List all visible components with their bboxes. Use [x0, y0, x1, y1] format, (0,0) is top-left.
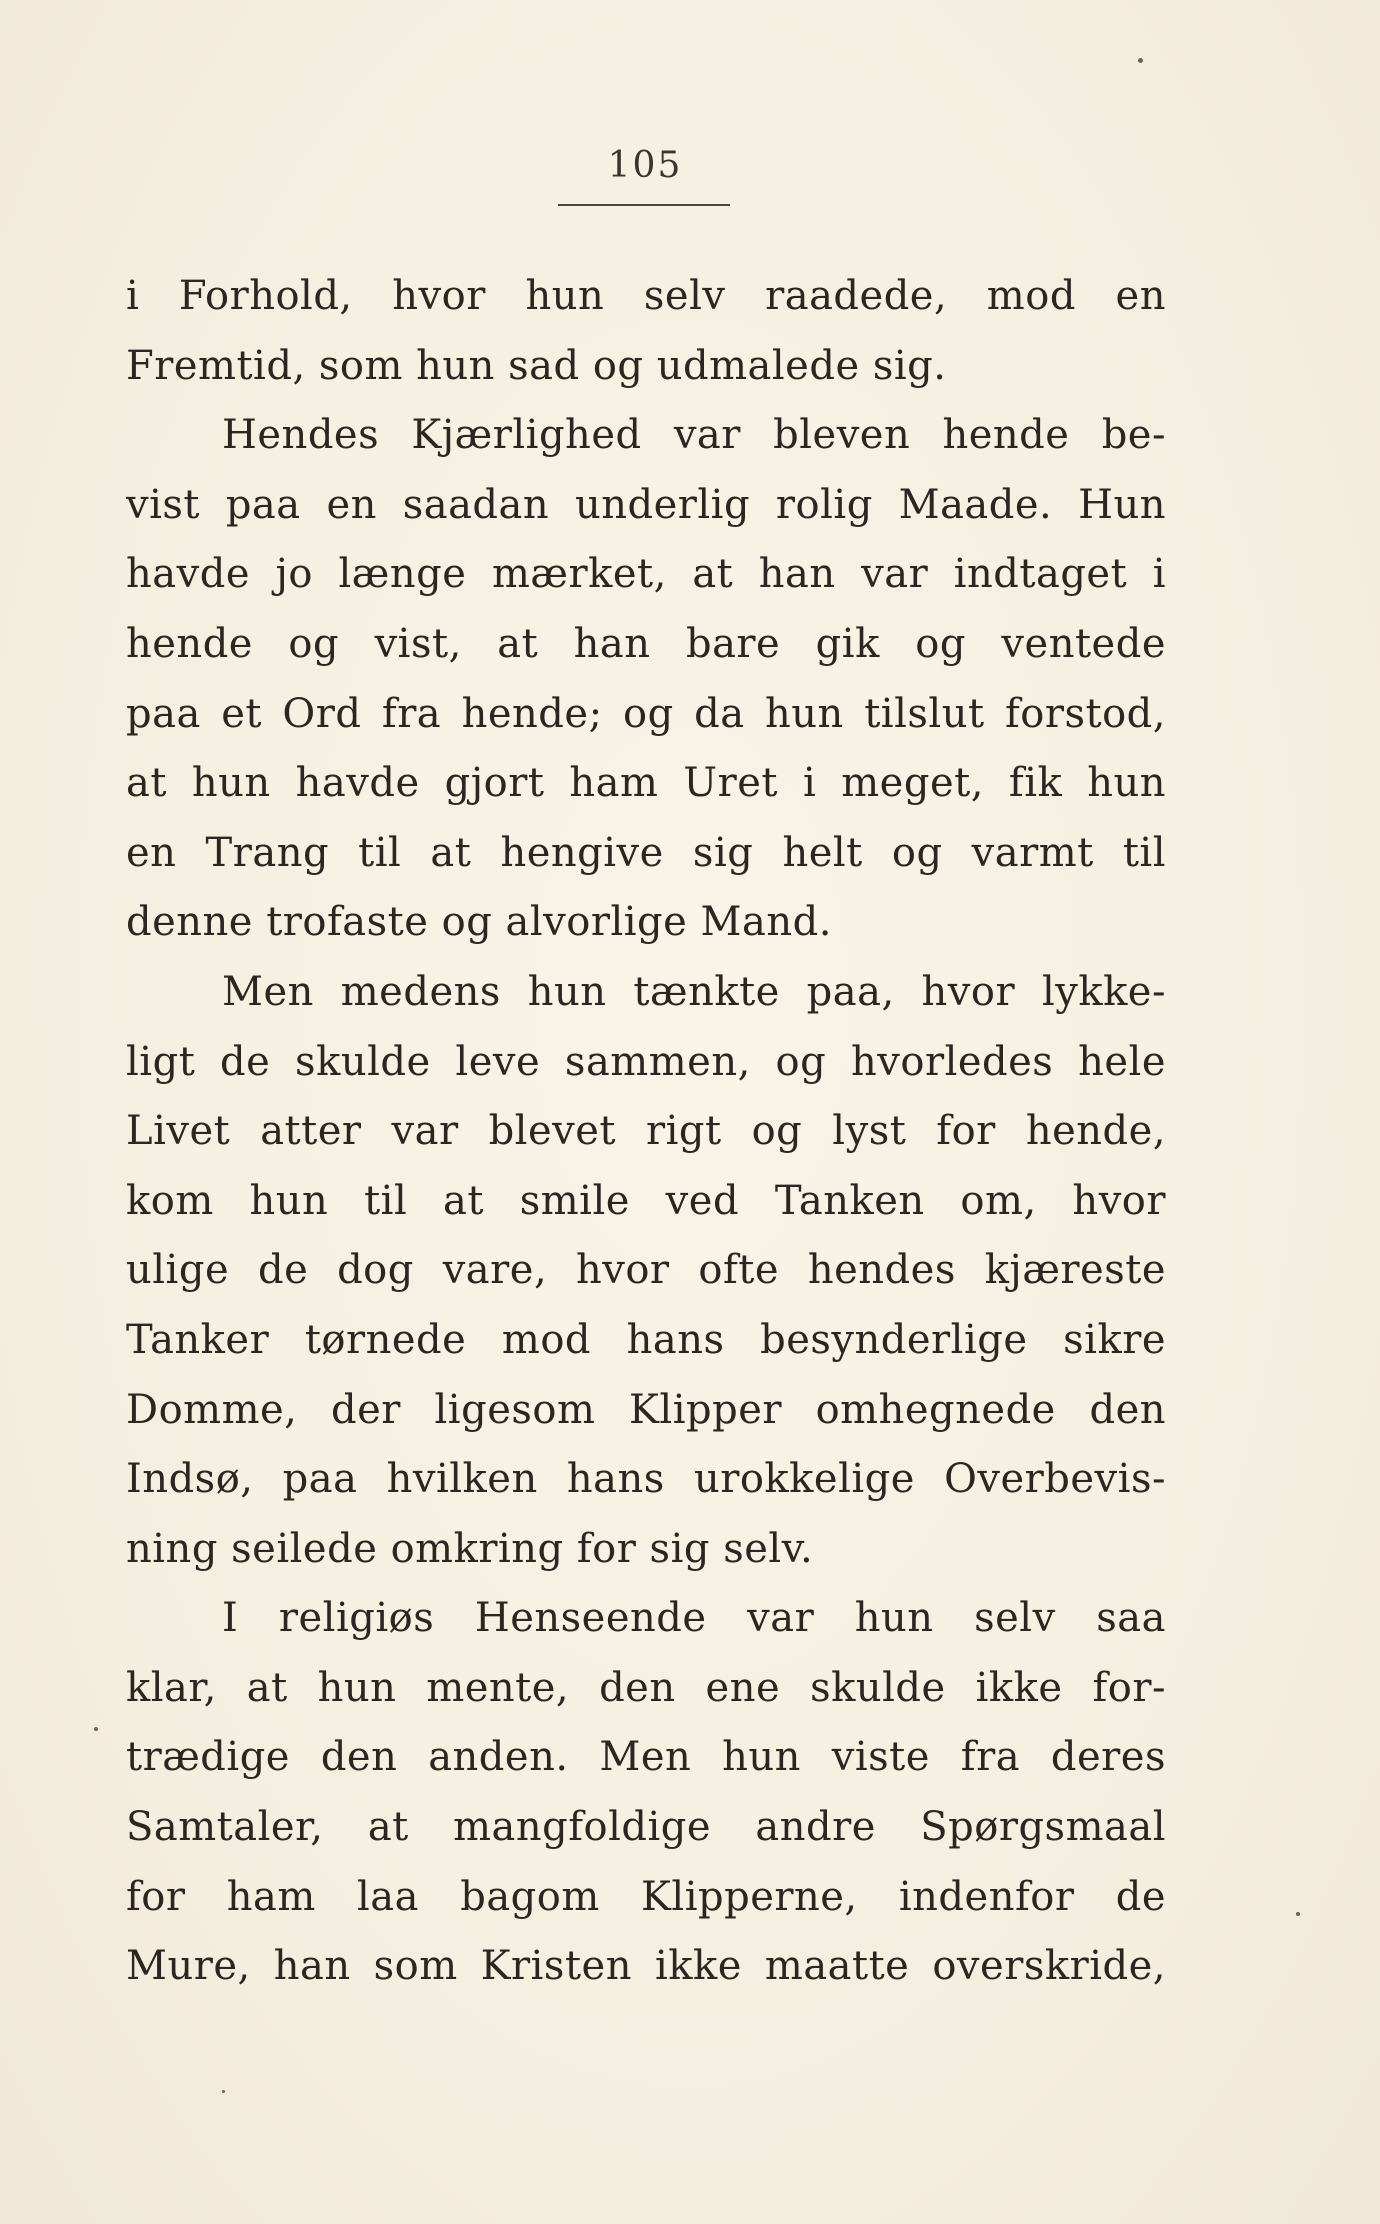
page-number: 105	[607, 145, 683, 186]
text-line: en Trang til at hengive sig helt og varmt til	[126, 829, 1166, 876]
text-line: I religiøs Henseende var hun selv saa	[222, 1595, 1166, 1642]
text-line: at hun havde gjort ham Uret i meget, fik hun	[126, 760, 1166, 807]
text-line: klar, at hun mente, den ene skulde ikke for-	[126, 1664, 1166, 1711]
text-line: vist paa en saadan underlig rolig Maade. Hun	[126, 481, 1166, 528]
text-line: Fremtid, som hun sad og udmalede sig.	[126, 342, 947, 389]
text-line: kom hun til at smile ved Tanken om, hvor	[126, 1177, 1166, 1224]
text-line: ligt de skulde leve sammen, og hvorledes hele	[126, 1038, 1166, 1085]
text-line: for ham laa bagom Klipperne, indenfor de	[126, 1873, 1166, 1920]
text-line: ulige de dog vare, hvor ofte hendes kjæreste	[126, 1247, 1166, 1294]
text-line: Tanker tørnede mod hans besynderlige sikre	[126, 1316, 1166, 1363]
text-line: havde jo længe mærket, at han var indtaget i	[126, 551, 1166, 598]
paper-speck	[222, 2090, 225, 2093]
text-line: paa et Ord fra hende; og da hun tilslut forstod,	[126, 690, 1166, 737]
text-line: Samtaler, at mangfoldige andre Spørgsmaal	[126, 1804, 1166, 1851]
paper-speck	[1296, 1912, 1300, 1916]
body-text	[126, 262, 1166, 2002]
paper-speck	[94, 1727, 98, 1731]
text-line: Hendes Kjærlighed var bleven hende be-	[222, 412, 1166, 459]
text-line: ning seilede omkring for sig selv.	[126, 1525, 814, 1572]
text-line: hende og vist, at han bare gik og ventede	[126, 620, 1166, 667]
text-line: Indsø, paa hvilken hans urokkelige Overbevis-	[126, 1456, 1166, 1503]
text-line: denne trofaste og alvorlige Mand.	[126, 899, 832, 946]
text-line: Mure, han som Kristen ikke maatte overskride,	[126, 1943, 1166, 1990]
text-line: i Forhold, hvor hun selv raadede, mod en	[126, 273, 1166, 319]
text-line: Men medens hun tænkte paa, hvor lykke-	[222, 968, 1166, 1015]
text-line: Domme, der ligesom Klipper omhegnede den	[126, 1386, 1166, 1433]
text-line: Livet atter var blevet rigt og lyst for hende,	[126, 1108, 1166, 1155]
paper-speck	[1138, 58, 1143, 63]
text-line: trædige den anden. Men hun viste fra deres	[126, 1734, 1166, 1781]
page-number-rule	[558, 204, 730, 206]
